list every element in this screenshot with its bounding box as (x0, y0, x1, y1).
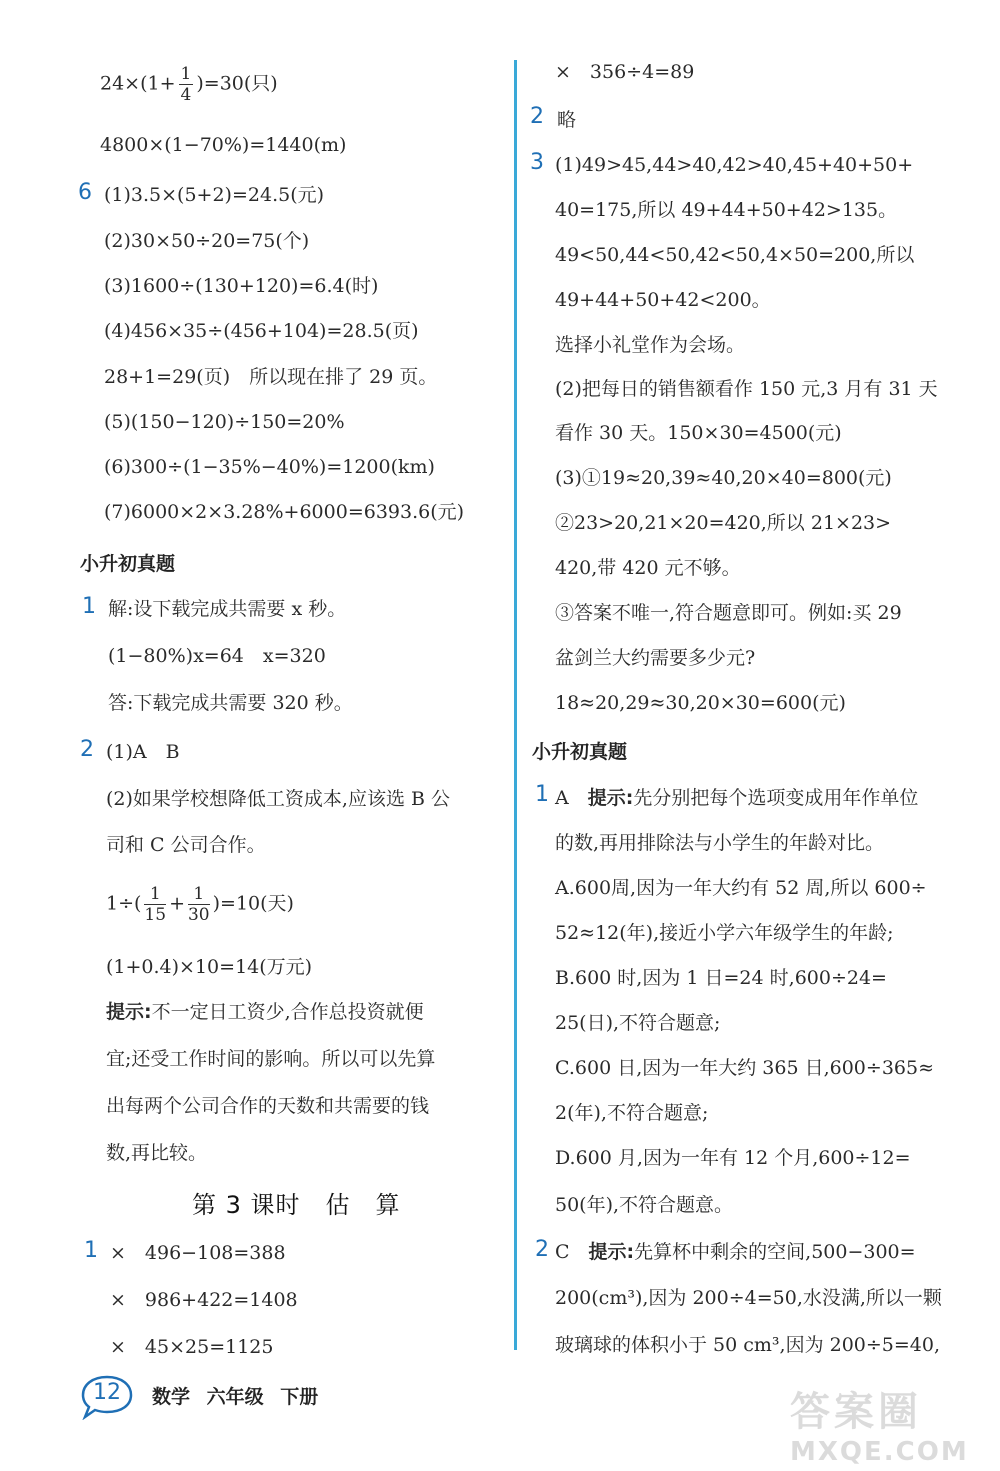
answer-line: × 356÷4=89 (555, 61, 695, 83)
tip-line: 提示:不一定日工资少,合作总投资就便 (106, 1001, 424, 1023)
answer-line: (2)把每日的销售额看作 150 元,3 月有 31 天 (555, 378, 938, 400)
watermark-text: 答案圈 (790, 1389, 922, 1435)
page-number: 12 (93, 1380, 121, 1405)
answer-line: 1÷( $\frac{1}{15}$ + $\frac{1}{30}$ )=10(天) (106, 884, 294, 925)
answer-line: 的数,再用排除法与小学生的年龄对比。 (555, 832, 885, 854)
answer-line: 18≈20,29≈30,20×30=600(元) (555, 692, 846, 714)
answer-line: (5)(150−120)÷150=20% (104, 411, 345, 433)
question-number: 1 (84, 1238, 98, 1263)
question-number: 2 (530, 104, 544, 129)
answer-line: 盆剑兰大约需要多少元? (555, 647, 756, 669)
answer-line: ②23>20,21×20=420,所以 21×23> (555, 512, 892, 534)
page-number-badge (80, 1374, 134, 1420)
answer-line: (3)①19≈20,39≈40,20×40=800(元) (555, 467, 892, 489)
answer-line: × 986+422=1408 (110, 1289, 298, 1311)
answer-line: 200(cm³),因为 200÷4=50,水没满,所以一颗 (555, 1287, 942, 1309)
answer-line: × 496−108=388 (110, 1242, 286, 1264)
answer-line: (7)6000×2×3.28%+6000=6393.6(元) (104, 501, 465, 523)
tip-line: 宜;还受工作时间的影响。所以可以先算 (106, 1048, 436, 1070)
answer-line: C 提示:先算杯中剩余的空间,500−300= (555, 1241, 916, 1263)
answer-line: (1−80%)x=64 x=320 (108, 645, 326, 667)
answer-line: 40=175,所以 49+44+50+42>135。 (555, 199, 898, 221)
tip-line: 出每两个公司合作的天数和共需要的钱 (106, 1095, 430, 1117)
answer-line: × 45×25=1125 (110, 1336, 274, 1358)
watermark-url: MXQE.COM (790, 1437, 969, 1467)
answer-line: (2)如果学校想降低工资成本,应该选 B 公 (106, 788, 450, 810)
answer-line: 看作 30 天。150×30=4500(元) (555, 422, 842, 444)
tip-label: 提示: (588, 1241, 635, 1263)
answer-line: (2)30×50÷20=75(个) (104, 230, 310, 252)
question-number: 2 (80, 737, 94, 762)
question-number: 3 (530, 150, 544, 175)
answer-line: (1)3.5×(5+2)=24.5(元) (104, 184, 325, 206)
footer-subject: 数学 (152, 1386, 191, 1408)
answer-line: A.600周,因为一年大约有 52 周,所以 600÷ (555, 877, 927, 899)
footer-volume: 下册 (280, 1386, 319, 1408)
section-heading: 小升初真题 (532, 741, 628, 763)
question-number: 1 (82, 594, 96, 619)
fraction: $\frac{1}{4}$ (180, 64, 192, 105)
answer-line: (6)300÷(1−35%−40%)=1200(km) (104, 456, 435, 478)
answer-line: 420,带 420 元不够。 (555, 557, 741, 579)
tip-label: 提示: (587, 787, 634, 809)
footer-grade: 六年级 (206, 1386, 264, 1408)
fraction: $\frac{1}{15}$ (144, 884, 167, 925)
answer-line: ③答案不唯一,符合题意即可。例如:买 29 (555, 602, 902, 624)
answer-line: 49+44+50+42<200。 (555, 289, 771, 311)
answer-line: 25(日),不符合题意; (555, 1012, 721, 1034)
answer-line: (3)1600÷(130+120)=6.4(时) (104, 275, 379, 297)
answer-line: 28+1=29(页) 所以现在排了 29 页。 (104, 366, 438, 388)
lesson-title: 第 3 课时 估 算 (192, 1191, 401, 1219)
answer-line: 52≈12(年),接近小学六年级学生的年龄; (555, 922, 894, 944)
question-number: 1 (535, 782, 549, 807)
answer-line: 玻璃球的体积小于 50 cm³,因为 200÷5=40, (555, 1334, 941, 1356)
answer-line: A 提示:先分别把每个选项变成用年作单位 (555, 787, 919, 809)
section-heading: 小升初真题 (80, 553, 176, 575)
answer-line: (1)49>45,44>40,42>40,45+40+50+ (555, 154, 914, 176)
answer-line: 49<50,44<50,42<50,4×50=200,所以 (555, 244, 915, 266)
answer-line: 4800×(1−70%)=1440(m) (100, 134, 347, 156)
answer-line: (4)456×35÷(456+104)=28.5(页) (104, 320, 419, 342)
question-number: 6 (78, 180, 92, 205)
column-divider (514, 60, 517, 1350)
watermark-logo (790, 1380, 980, 1467)
answer-line: B.600 时,因为 1 日=24 时,600÷24= (555, 967, 887, 989)
answer-line: (1)A B (106, 741, 180, 763)
tip-label: 提示: (106, 1001, 152, 1023)
fraction: $\frac{1}{30}$ (187, 884, 210, 925)
answer-line: 50(年),不符合题意。 (555, 1194, 734, 1216)
answer-line: 解:设下载完成共需要 x 秒。 (108, 598, 347, 620)
tip-line: 数,再比较。 (106, 1142, 208, 1164)
footer-title (152, 1382, 328, 1409)
answer-line: 选择小礼堂作为会场。 (555, 334, 746, 356)
answer-line: D.600 月,因为一年有 12 个月,600÷12= (555, 1147, 911, 1169)
answer-line: 24×(1+ $\frac{1}{4}$ )=30(只) (100, 64, 278, 105)
answer-line: (1+0.4)×10=14(万元) (106, 956, 313, 978)
answer-line: 2(年),不符合题意; (555, 1102, 709, 1124)
answer-line: C.600 日,因为一年大约 365 日,600÷365≈ (555, 1057, 934, 1079)
answer-line: 略 (557, 109, 577, 131)
answer-line: 司和 C 公司合作。 (106, 834, 266, 856)
answer-line: 答:下载完成共需要 320 秒。 (108, 692, 353, 714)
question-number: 2 (535, 1237, 549, 1262)
